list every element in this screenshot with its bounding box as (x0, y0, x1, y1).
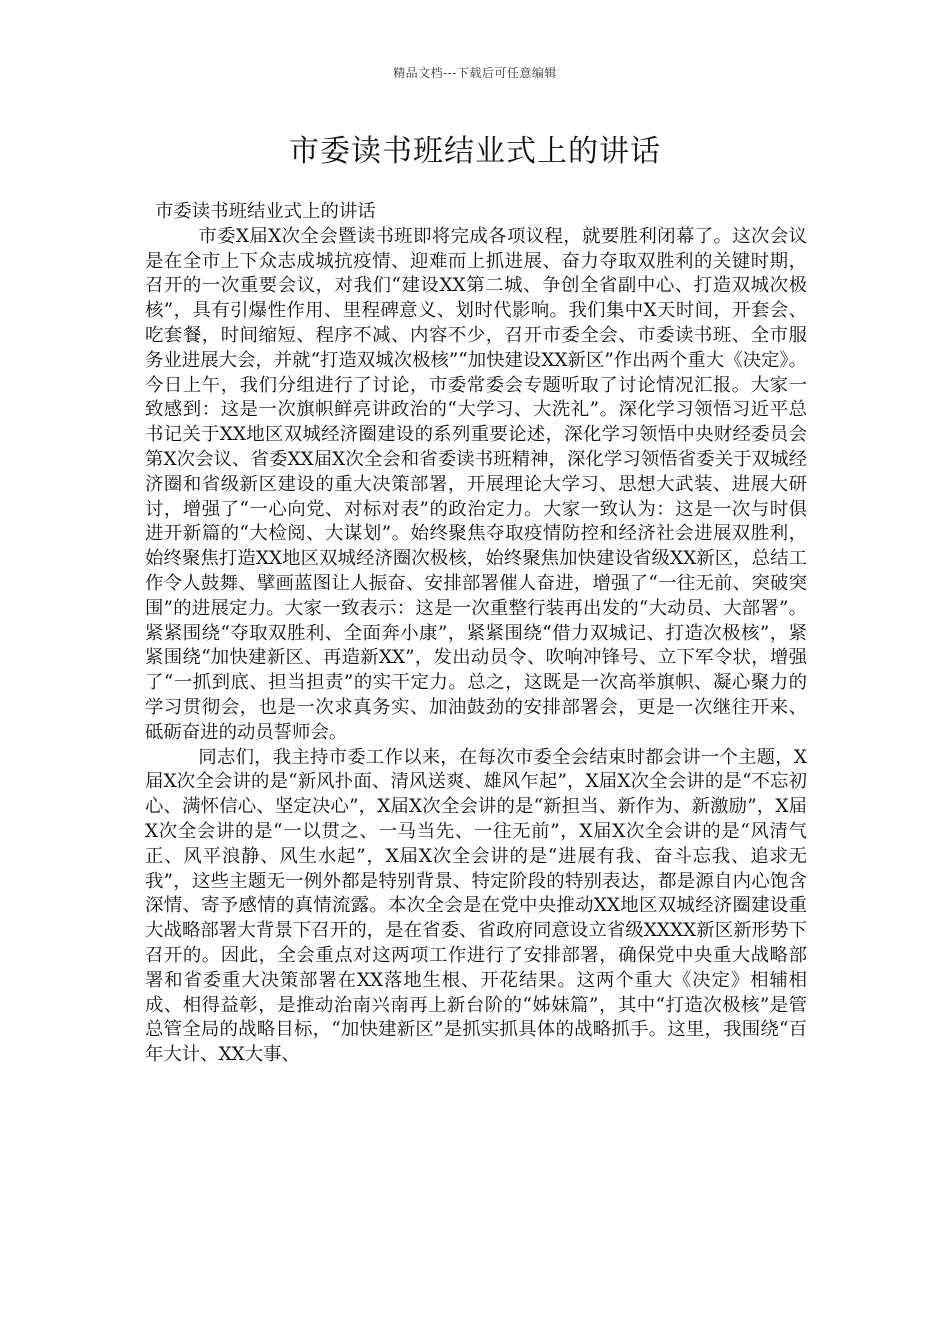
document-body (145, 200, 807, 1068)
paragraph: 同志们，我主持市委工作以来，在每次市委全会结束时都会讲一个主题，X届X次全会讲的是“新风扑面、清风送爽、雄风乍起”，X届X次全会讲的是“不忘初心、满怀信心、坚定决心”，X届X次全会讲的是“新担当、新作为、新激励”，X届X次全会讲的是“一以贯之、一马当先、一往无前”，X届X次全会讲的是“风清气正、风平浪静、风生水起”，X届X次全会讲的是“进展有我、奋斗忘我、追求无我”，这些主题无一例外都是特别背景、特定阶段的特别表达，都是源自内心饱含深情、寄予感情的真情流露。本次全会是在党中央推动XX地区双城经济圈建设重大战略部署大背景下召开的，是在省委、省政府同意设立省级XXXX新区新形势下召开的。因此，全会重点对这两项工作进行了安排部署，确保党中央重大战略部署和省委重大决策部署在XX落地生根、开花结果。这两个重大《决定》相辅相成、相得益彰，是推动治南兴南再上新台阶的“姊妹篇”，其中“打造次极核”是管总管全局的战略目标，“加快建新区”是抓实抓具体的战略抓手。这里，我围绕“百年大计、XX大事、 (145, 746, 807, 1066)
page-header: 精品文档---下载后可任意编辑 (393, 66, 557, 80)
document-title: 市委读书班结业式上的讲话 (289, 134, 661, 169)
document-subtitle: 市委读书班结业式上的讲话 (155, 201, 376, 222)
paragraph: 市委X届X次全会暨读书班即将完成各项议程，就要胜利闭幕了。这次会议是在全市上下众志成城抗疫情、迎难而上抓进展、奋力夺取双胜利的关键时期，召开的一次重要会议，对我们“建设XX第二城、争创全省副中心、打造双城次极核”，具有引爆性作用、里程碑意义、划时代影响。我们集中X天时间，开套会、吃套餐，时间缩短、程序不减、内容不少，召开市委全会、市委读书班、全市服务业进展大会，并就“打造双城次极核”“加快建设XX新区”作出两个重大《决定》。今日上午，我们分组进行了讨论，市委常委会专题听取了讨论情况汇报。大家一致感到：这是一次旗帜鲜亮讲政治的“大学习、大洗礼”。深化学习领悟习近平总书记关于XX地区双城经济圈建设的系列重要论述，深化学习领悟中央财经委员会第X次会议、省委XX届X次全会和省委读书班精神，深化学习领悟省委关于双城经济圈和省级新区建设的重大决策部署，开展理论大学习、思想大武装、进展大研讨，增强了“一心向党、对标对表”的政治定力。大家一致认为：这是一次与时俱进开新篇的“大检阅、大谋划”。始终聚焦夺取疫情防控和经济社会进展双胜利，始终聚焦打造XX地区双城经济圈次极核，始终聚焦加快建设省级XX新区，总结工作令人鼓舞、擘画蓝图让人振奋、安排部署催人奋进，增强了“一往无前、突破突围”的进展定力。大家一致表示：这是一次重整行装再出发的“大动员、大部署”。紧紧围绕“夺取双胜利、全面奔小康”，紧紧围绕“借力双城记、打造次极核”，紧紧围绕“加快建新区、再造新XX”，发出动员令、吹响冲锋号、立下军令状，增强了“一抓到底、担当担责”的实干定力。总之，这既是一次高举旗帜、凝心聚力的学习贯彻会，也是一次求真务实、加油鼓劲的安排部署会，更是一次继往开来、砥砺奋进的动员誓师会。 (145, 225, 807, 743)
